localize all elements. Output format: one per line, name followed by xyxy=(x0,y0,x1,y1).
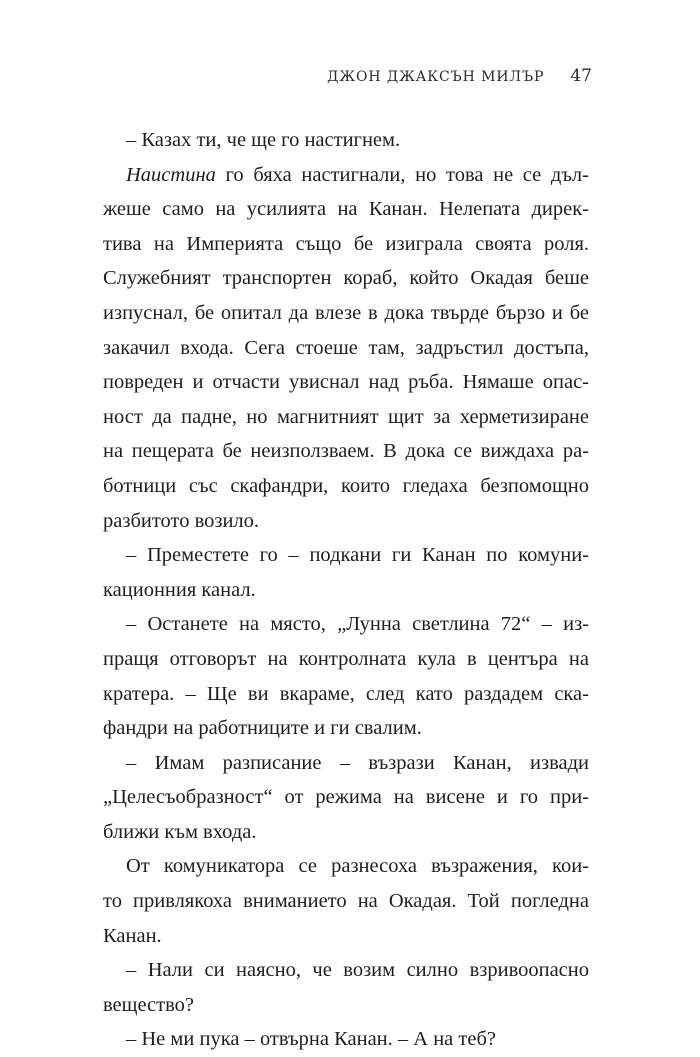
text-line xyxy=(103,884,589,919)
line-text: – Преместете го – подкани ги Канан по комуни- xyxy=(126,544,589,567)
page-number: 47 xyxy=(570,66,592,86)
text-line xyxy=(103,677,589,712)
line-text: ност да падне, но магнитният щит за херметизиране xyxy=(103,405,589,428)
line-text: – Останете на място, „Лунна светлина 72“ – из- xyxy=(126,613,589,636)
line-text: – Казах ти, че ще го настигнем. xyxy=(126,129,401,151)
text-line xyxy=(103,365,589,400)
text-line xyxy=(103,434,589,469)
line-text: го бяха настигнали, но това не се дъл- xyxy=(215,163,589,186)
line-text: Служебният транспортен кораб, който Окадая беше xyxy=(103,267,589,290)
line-text: ближи към входа. xyxy=(103,820,257,843)
text-line xyxy=(103,746,589,781)
text-line xyxy=(103,504,589,539)
line-text: то привлякоха вниманието на Окадая. Той погледна xyxy=(103,890,589,913)
line-text: кратера. – Ще ви вкараме, след като раздадем ска- xyxy=(103,682,589,705)
line-text: кационния канал. xyxy=(103,578,256,601)
text-line xyxy=(103,469,589,504)
line-text: Канан. xyxy=(103,924,162,947)
text-line xyxy=(103,538,589,573)
line-text: – Нали си наясно, че возим силно взривоопасно xyxy=(126,959,589,982)
line-text: фандри на работниците и ги свалим. xyxy=(103,717,422,740)
line-text: тива на Империята също бе изиграла своята роля. xyxy=(103,232,589,255)
text-line xyxy=(103,296,589,331)
text-line xyxy=(103,780,589,815)
text-line xyxy=(103,227,589,262)
running-head xyxy=(327,66,592,86)
text-line xyxy=(103,331,589,366)
text-line xyxy=(103,1022,589,1057)
text-line xyxy=(103,158,589,193)
line-text: – Имам разписание – възрази Канан, извади xyxy=(126,751,589,774)
line-text: вещество? xyxy=(103,993,194,1016)
line-text: повреден и отчасти увиснал над ръба. Нямаше опас- xyxy=(103,371,589,394)
text-line xyxy=(103,607,589,642)
running-title: ДЖОН ДЖАКСЪН МИЛЪР xyxy=(327,69,545,85)
text-line xyxy=(103,573,589,608)
text-line xyxy=(103,192,589,227)
text-line xyxy=(103,642,589,677)
line-text: – Не ми пука – отвърна Канан. – А на теб? xyxy=(126,1028,496,1051)
emphasis-word: Наистина xyxy=(126,163,216,186)
text-line xyxy=(103,919,589,954)
text-line xyxy=(103,988,589,1023)
line-text: ботници със скафандри, които гледаха безпомощно xyxy=(103,474,589,497)
line-text: „Целесъобразност“ от режима на висене и го при- xyxy=(103,786,589,809)
text-line xyxy=(103,953,589,988)
line-text: закачил входа. Сега стоеше там, задръстил достъпа, xyxy=(103,336,589,359)
text-line xyxy=(103,400,589,435)
body-text xyxy=(103,123,589,1057)
line-text: на пещерата бе неизползваем. В дока се виждаха ра- xyxy=(103,440,589,463)
line-text: жеше само на усилията на Канан. Нелепата дирек- xyxy=(103,198,589,221)
text-line xyxy=(103,849,589,884)
text-line xyxy=(103,815,589,850)
text-line xyxy=(103,711,589,746)
line-text: пращя отговорът на контролната кула в центъра на xyxy=(103,647,589,670)
text-line xyxy=(103,123,589,158)
line-text: разбитото возило. xyxy=(103,509,260,532)
line-text: изпуснал, бе опитал да влезе в дока твърде бързо и бе xyxy=(103,301,589,324)
line-text: От комуникатора се разнесоха възражения, кои- xyxy=(126,855,589,878)
text-line xyxy=(103,261,589,296)
